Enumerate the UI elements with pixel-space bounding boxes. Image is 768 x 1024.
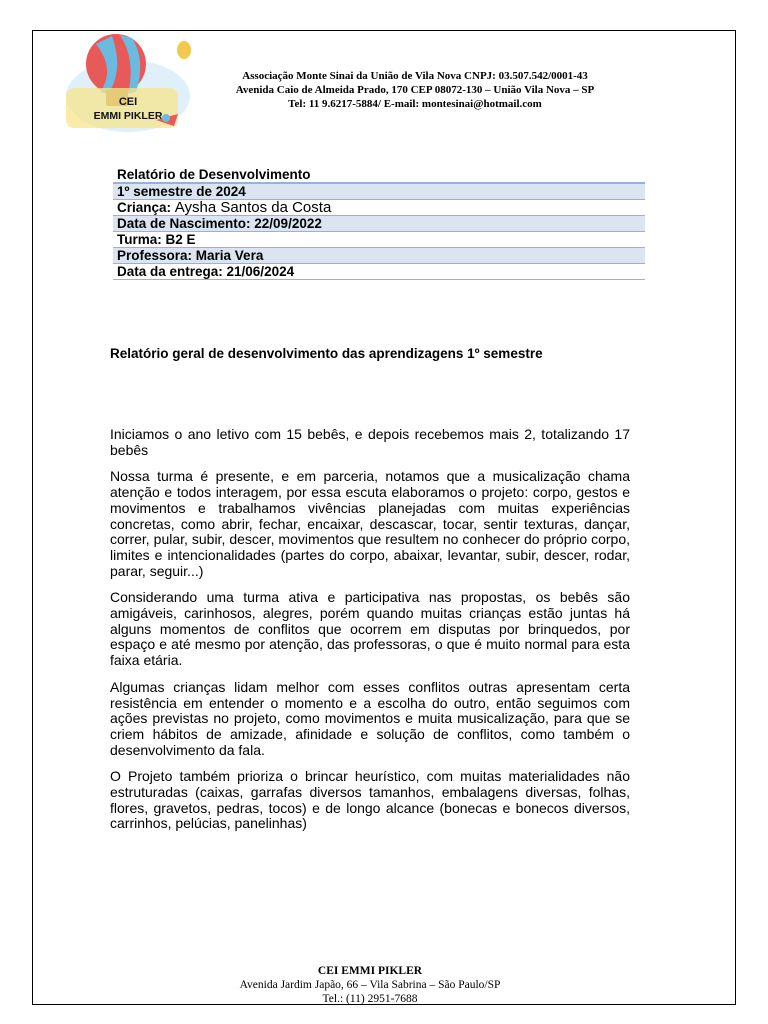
report-title: Relatório de Desenvolvimento: [113, 167, 645, 183]
info-row-delivery: [113, 264, 645, 280]
teacher-name: Professora: Maria Vera: [113, 248, 645, 264]
child-name: Aysha Santos da Costa: [174, 199, 332, 216]
info-row-birth: [113, 216, 645, 232]
footer-address: Avenida Jardim Japão, 66 – Vila Sabrina – São Paulo/SP: [239, 979, 501, 991]
footer-phone: Tel.: (11) 2951-7688: [322, 993, 418, 1005]
report-body: [110, 427, 630, 843]
birth-date: Data de Nascimento: 22/09/2022: [113, 216, 645, 232]
class-name: Turma: B2 E: [113, 232, 645, 248]
footer-name: CEI EMMI PIKLER: [317, 965, 423, 977]
child-label: Criança:: [117, 200, 172, 215]
info-row-title: [113, 167, 645, 183]
school-logo: [56, 30, 196, 138]
semester: 1º semestre de 2024: [113, 183, 645, 200]
header-line-1: Associação Monte Sinai da União de Vila Nova CNPJ: 03.507.542/0001-43: [242, 70, 588, 82]
student-info-table: [113, 167, 645, 280]
info-row-class: [113, 232, 645, 248]
paragraph: Iniciamos o ano letivo com 15 bebês, e depois recebemos mais 2, totalizando 17 bebês: [110, 426, 630, 458]
delivery-date: Data da entrega: 21/06/2024: [113, 264, 645, 280]
child-cell: [113, 200, 645, 216]
paragraph: Considerando uma turma ativa e participativa nas propostas, os bebês são amigáveis, carinhosos, alegres, porém quando muitas crianças estão juntas há alguns momentos de conflitos que ocorrem em disputas por brinquedos, por espaço e até mesmo por atenção, das professoras, o que é muito normal para esta faixa etária.: [110, 589, 630, 669]
logo-text-line1: CEI: [118, 96, 138, 108]
paragraph: Nossa turma é presente, e em parceria, notamos que a musicalização chama atenção e todos interagem, por essa escuta elaboramos o projeto: corpo, gestos e movimentos e trabalhamos vivências planejadas com muitas experiências concretas, como abrir, fechar, encaixar, descascar, tocar, sentir texturas, dançar, correr, pular, subir, descer, movimentos que resultem no conhecer do próprio corpo, limites e intencionalidades (partes do corpo, abaixar, levantar, subir, descer, rodar, parar, seguir...): [110, 468, 630, 579]
info-row-child: [113, 200, 645, 216]
info-row-teacher: [113, 248, 645, 264]
page-footer: [160, 964, 580, 1006]
section-title: Relatório geral de desenvolvimento das aprendizagens 1º semestre: [110, 346, 543, 361]
info-row-semester: [113, 183, 645, 200]
logo-text-line2: EMMI PIKLER: [93, 110, 163, 122]
header-line-3: Tel: 11 9.6217-5884/ E-mail: montesinai@hotmail.com: [288, 98, 542, 110]
paragraph: O Projeto também prioriza o brincar heurístico, com muitas materialidades não estruturadas (caixas, garrafas diversos tamanhos, embalagens diversas, folhas, flores, gravetos, pedras, tocos) e de longo alcance (bonecas e bonecos diversos, carrinhos, pelúcias, panelinhas): [110, 768, 630, 832]
paragraph: Algumas crianças lidam melhor com esses conflitos outras apresentam certa resistência em entender o momento e a escolha do outro, então seguimos com ações previstas no projeto, como movimentos e muita musicalização, para que se criem hábitos de amizade, afinidade e solução de conflitos, como também o desenvolvimento da fala.: [110, 678, 630, 758]
institution-header: [195, 69, 635, 111]
header-line-2: Avenida Caio de Almeida Prado, 170 CEP 08072-130 – União Vila Nova – SP: [235, 84, 595, 96]
